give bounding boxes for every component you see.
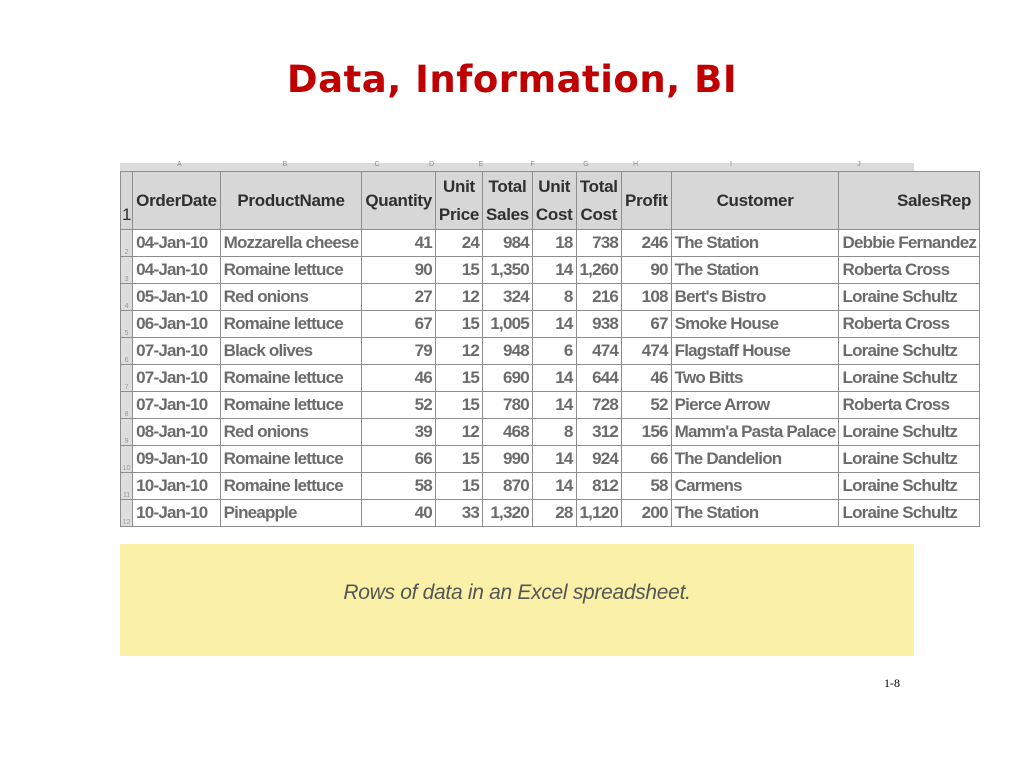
cell-quantity: 66 <box>362 446 436 473</box>
cell-customer: The Dandelion <box>671 446 839 473</box>
cell-product-name: Black olives <box>220 338 362 365</box>
cell-quantity: 52 <box>362 392 436 419</box>
cell-customer: Flagstaff House <box>671 338 839 365</box>
column-header-quantity: Quantity <box>362 172 436 230</box>
cell-sales-rep: Loraine Schultz <box>839 473 980 500</box>
cell-product-name: Romaine lettuce <box>220 446 362 473</box>
cell-total-cost: 812 <box>576 473 622 500</box>
cell-quantity: 39 <box>362 419 436 446</box>
cell-quantity: 90 <box>362 257 436 284</box>
cell-order-date: 10-Jan-10 <box>133 473 220 500</box>
cell-customer: Mamm'a Pasta Palace <box>671 419 839 446</box>
cell-sales-rep: Loraine Schultz <box>839 446 980 473</box>
table-row <box>121 230 980 257</box>
data-table <box>120 171 980 527</box>
cell-profit: 156 <box>622 419 672 446</box>
cell-total-sales: 1,350 <box>483 257 533 284</box>
cell-product-name: Romaine lettuce <box>220 311 362 338</box>
column-header-unit-price: Unit Price <box>435 172 482 230</box>
cell-profit: 66 <box>622 446 672 473</box>
column-header-total-cost: Total Cost <box>576 172 622 230</box>
column-letter: C <box>374 161 380 168</box>
cell-customer: The Station <box>671 230 839 257</box>
cell-customer: The Station <box>671 257 839 284</box>
cell-customer: The Station <box>671 500 839 527</box>
table-row <box>121 257 980 284</box>
cell-unit-cost: 8 <box>532 419 576 446</box>
table-row <box>121 338 980 365</box>
cell-customer: Two Bitts <box>671 365 839 392</box>
cell-total-sales: 1,320 <box>483 500 533 527</box>
cell-total-cost: 474 <box>576 338 622 365</box>
row-number: 6 <box>121 338 133 365</box>
cell-customer: Pierce Arrow <box>671 392 839 419</box>
column-header-unit-cost: Unit Cost <box>532 172 576 230</box>
cell-order-date: 07-Jan-10 <box>133 338 220 365</box>
cell-total-sales: 1,005 <box>483 311 533 338</box>
cell-unit-cost: 6 <box>532 338 576 365</box>
cell-sales-rep: Loraine Schultz <box>839 284 980 311</box>
cell-total-sales: 468 <box>483 419 533 446</box>
cell-total-sales: 984 <box>483 230 533 257</box>
cell-order-date: 07-Jan-10 <box>133 365 220 392</box>
cell-unit-price: 33 <box>435 500 482 527</box>
column-letter: E <box>478 161 484 168</box>
cell-total-cost: 728 <box>576 392 622 419</box>
cell-total-sales: 948 <box>483 338 533 365</box>
column-header-sales-rep: SalesRep <box>839 172 980 230</box>
column-header-total-sales: Total Sales <box>483 172 533 230</box>
cell-unit-cost: 28 <box>532 500 576 527</box>
table-row <box>121 365 980 392</box>
cell-total-sales: 690 <box>483 365 533 392</box>
cell-total-cost: 644 <box>576 365 622 392</box>
cell-unit-cost: 14 <box>532 446 576 473</box>
header-row <box>121 172 980 230</box>
cell-unit-cost: 14 <box>532 257 576 284</box>
cell-order-date: 05-Jan-10 <box>133 284 220 311</box>
cell-order-date: 04-Jan-10 <box>133 230 220 257</box>
cell-unit-price: 12 <box>435 338 482 365</box>
figure-caption: Rows of data in an Excel spreadsheet. <box>343 581 691 604</box>
cell-quantity: 27 <box>362 284 436 311</box>
cell-total-cost: 312 <box>576 419 622 446</box>
cell-total-cost: 1,260 <box>576 257 622 284</box>
cell-order-date: 09-Jan-10 <box>133 446 220 473</box>
cell-quantity: 79 <box>362 338 436 365</box>
cell-total-cost: 924 <box>576 446 622 473</box>
column-letter: F <box>530 161 535 168</box>
cell-unit-price: 15 <box>435 446 482 473</box>
cell-product-name: Pineapple <box>220 500 362 527</box>
row-number: 8 <box>121 392 133 419</box>
cell-sales-rep: Loraine Schultz <box>839 500 980 527</box>
cell-product-name: Romaine lettuce <box>220 257 362 284</box>
table-row <box>121 284 980 311</box>
cell-total-sales: 324 <box>483 284 533 311</box>
cell-customer: Bert's Bistro <box>671 284 839 311</box>
cell-total-sales: 870 <box>483 473 533 500</box>
cell-unit-price: 12 <box>435 419 482 446</box>
column-header-customer: Customer <box>671 172 839 230</box>
cell-order-date: 10-Jan-10 <box>133 500 220 527</box>
column-header-profit: Profit <box>622 172 672 230</box>
table-row <box>121 392 980 419</box>
cell-unit-price: 15 <box>435 257 482 284</box>
cell-product-name: Red onions <box>220 419 362 446</box>
cell-product-name: Red onions <box>220 284 362 311</box>
column-header-product-name: ProductName <box>220 172 362 230</box>
cell-profit: 46 <box>622 365 672 392</box>
row-number: 4 <box>121 284 133 311</box>
cell-sales-rep: Roberta Cross <box>839 257 980 284</box>
cell-customer: Smoke House <box>671 311 839 338</box>
cell-product-name: Mozzarella cheese <box>220 230 362 257</box>
cell-order-date: 07-Jan-10 <box>133 392 220 419</box>
cell-profit: 474 <box>622 338 672 365</box>
column-letter: H <box>632 161 639 168</box>
cell-sales-rep: Roberta Cross <box>839 392 980 419</box>
row-number: 9 <box>121 419 133 446</box>
cell-order-date: 08-Jan-10 <box>133 419 220 446</box>
cell-sales-rep: Loraine Schultz <box>839 338 980 365</box>
cell-total-sales: 780 <box>483 392 533 419</box>
cell-unit-cost: 14 <box>532 473 576 500</box>
cell-profit: 67 <box>622 311 672 338</box>
table-row <box>121 419 980 446</box>
column-letter: G <box>583 161 589 168</box>
cell-total-sales: 990 <box>483 446 533 473</box>
cell-quantity: 67 <box>362 311 436 338</box>
row-number: 5 <box>121 311 133 338</box>
cell-profit: 108 <box>622 284 672 311</box>
cell-profit: 200 <box>622 500 672 527</box>
cell-product-name: Romaine lettuce <box>220 392 362 419</box>
cell-quantity: 41 <box>362 230 436 257</box>
column-letter: D <box>428 161 435 168</box>
page-number: 1-8 <box>884 676 900 690</box>
cell-unit-price: 24 <box>435 230 482 257</box>
cell-total-cost: 938 <box>576 311 622 338</box>
cell-quantity: 58 <box>362 473 436 500</box>
cell-product-name: Romaine lettuce <box>220 473 362 500</box>
cell-quantity: 40 <box>362 500 436 527</box>
cell-sales-rep: Debbie Fernandez <box>839 230 980 257</box>
cell-total-cost: 216 <box>576 284 622 311</box>
cell-unit-price: 15 <box>435 473 482 500</box>
cell-unit-price: 15 <box>435 311 482 338</box>
cell-customer: Carmens <box>671 473 839 500</box>
row-number: 2 <box>121 230 133 257</box>
cell-unit-cost: 8 <box>532 284 576 311</box>
table-row <box>121 500 980 527</box>
column-letter: J <box>857 161 861 168</box>
row-number: 10 <box>121 446 133 473</box>
cell-quantity: 46 <box>362 365 436 392</box>
column-header-order-date: OrderDate <box>133 172 220 230</box>
cell-unit-price: 15 <box>435 365 482 392</box>
table-row <box>121 473 980 500</box>
cell-total-cost: 738 <box>576 230 622 257</box>
cell-sales-rep: Roberta Cross <box>839 311 980 338</box>
row-number: 1 <box>121 172 133 230</box>
cell-unit-price: 15 <box>435 392 482 419</box>
cell-unit-cost: 14 <box>532 365 576 392</box>
row-number: 11 <box>121 473 133 500</box>
cell-profit: 52 <box>622 392 672 419</box>
column-letter: I <box>730 161 732 168</box>
cell-profit: 246 <box>622 230 672 257</box>
cell-profit: 58 <box>622 473 672 500</box>
column-letter: A <box>177 161 182 168</box>
cell-unit-cost: 14 <box>532 392 576 419</box>
cell-unit-cost: 18 <box>532 230 576 257</box>
cell-total-cost: 1,120 <box>576 500 622 527</box>
cell-order-date: 06-Jan-10 <box>133 311 220 338</box>
spreadsheet <box>120 161 977 544</box>
cell-sales-rep: Loraine Schultz <box>839 365 980 392</box>
cell-sales-rep: Loraine Schultz <box>839 419 980 446</box>
row-number: 7 <box>121 365 133 392</box>
table-row <box>121 446 980 473</box>
cell-unit-price: 12 <box>435 284 482 311</box>
cell-unit-cost: 14 <box>532 311 576 338</box>
column-letter: B <box>282 161 288 168</box>
row-number: 3 <box>121 257 133 284</box>
cell-product-name: Romaine lettuce <box>220 365 362 392</box>
cell-order-date: 04-Jan-10 <box>133 257 220 284</box>
table-row <box>121 311 980 338</box>
spreadsheet-figure <box>120 161 977 656</box>
cell-profit: 90 <box>622 257 672 284</box>
row-number: 12 <box>121 500 133 527</box>
slide-title: Data, Information, BI <box>286 58 738 101</box>
